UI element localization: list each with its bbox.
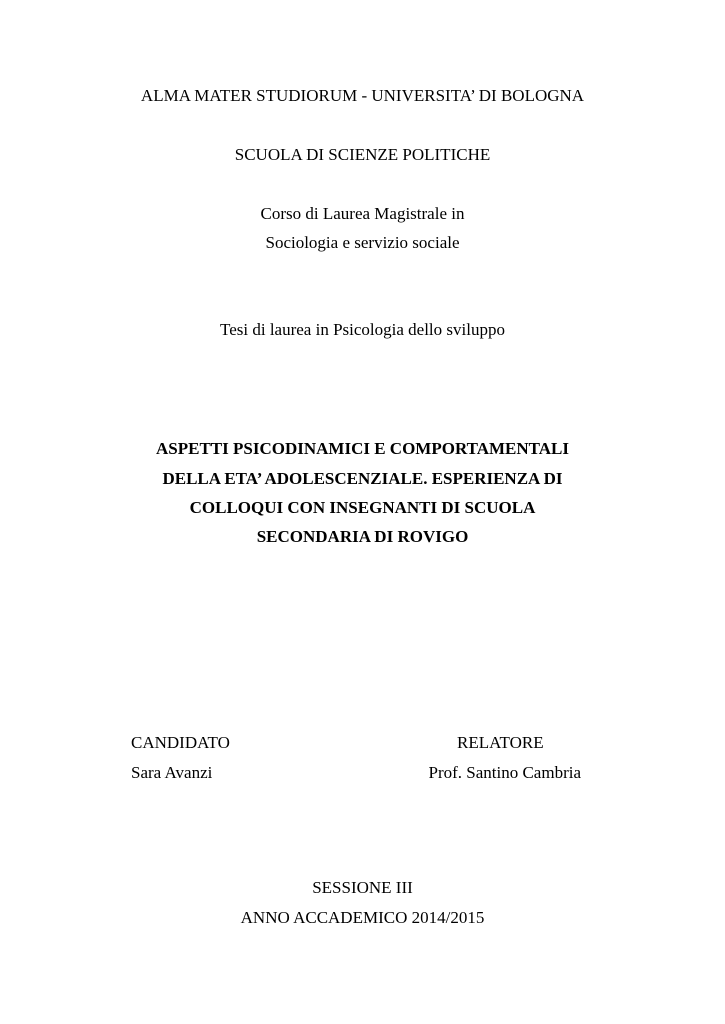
university-name: ALMA MATER STUDIORUM - UNIVERSITA’ DI BOLOGNA [140,86,585,105]
thesis-title-line-2: DELLA ETA’ ADOLESCENZIALE. ESPERIENZA DI [162,469,563,488]
candidate-label: CANDIDATO [131,733,230,752]
supervisor-name: Prof. Santino Cambria [428,763,581,782]
course-line-2: Sociologia e servizio sociale [265,233,460,252]
candidate-name: Sara Avanzi [131,763,213,782]
school-name: SCUOLA DI SCIENZE POLITICHE [234,145,491,164]
supervisor-label: RELATORE [457,733,544,752]
thesis-subject: Tesi di laurea in Psicologia dello sviluppo [220,320,505,339]
course-line-1: Corso di Laurea Magistrale in [260,204,465,223]
academic-year: ANNO ACCADEMICO 2014/2015 [240,908,485,927]
thesis-title-line-1: ASPETTI PSICODINAMICI E COMPORTAMENTALI [156,439,569,458]
session: SESSIONE III [312,878,413,897]
thesis-title-line-3: COLLOQUI CON INSEGNANTI DI SCUOLA [189,498,536,517]
thesis-title-line-4: SECONDARIA DI ROVIGO [256,527,469,546]
